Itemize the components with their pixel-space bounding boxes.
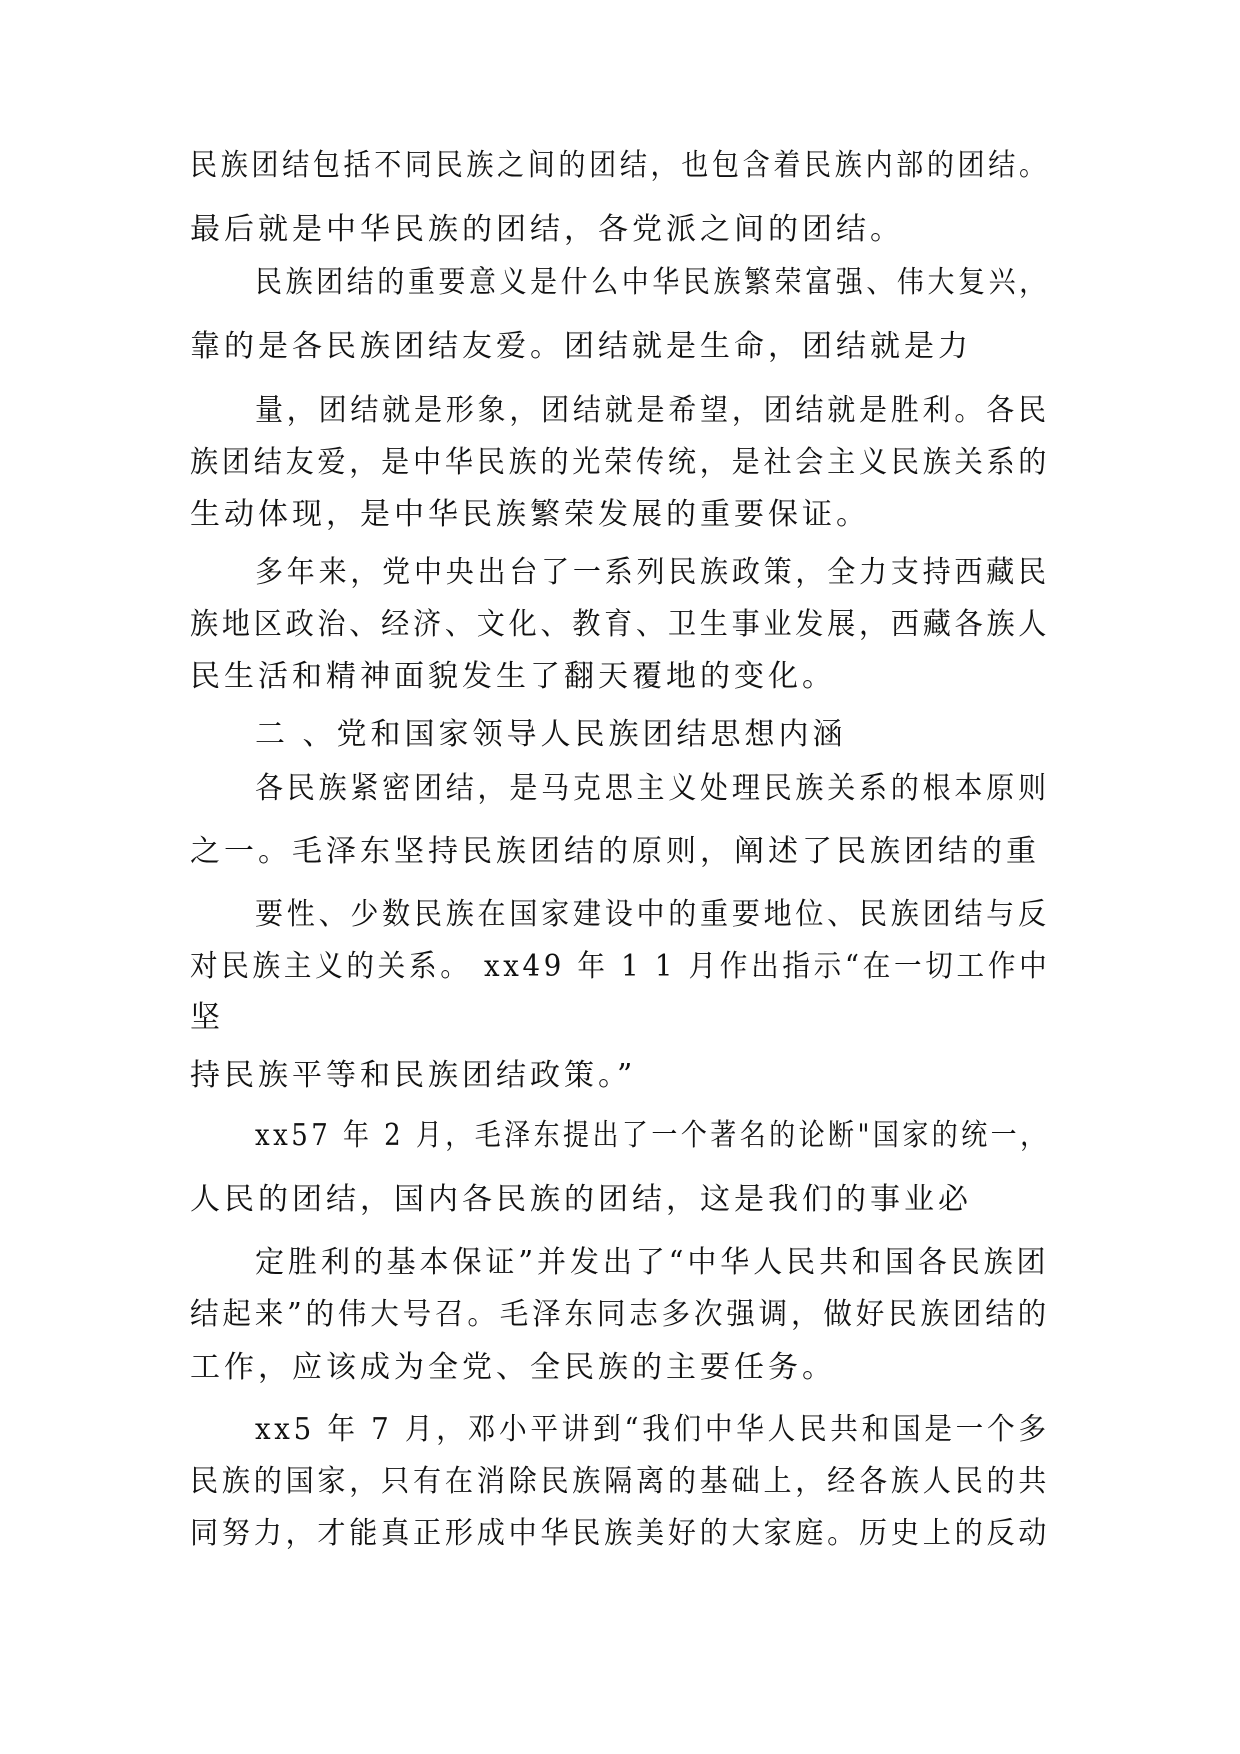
text-line: 坚 (190, 1000, 224, 1035)
text-line: 之一。毛泽东坚持民族团结的原则，阐述了民族团结的重 (190, 834, 1040, 869)
text-line: 民生活和精神面貌发生了翻天覆地的变化。 (190, 659, 836, 694)
text-line: 人民的团结，国内各民族的团结，这是我们的事业必 (190, 1182, 972, 1217)
text-line: 同努力，才能真正形成中华民族美好的大家庭。历史上的反动 (190, 1516, 1051, 1551)
paragraph-start: xx5 年 7 月，邓小平讲到“我们中华人民共和国是一个多 (255, 1412, 1050, 1447)
paragraph-start: 民族团结的重要意义是什么中华民族繁荣富强、伟大复兴， (255, 265, 1050, 300)
paragraph-start: 量，团结就是形象，团结就是希望，团结就是胜利。各民 (255, 393, 1050, 428)
text-line: 民族的国家，只有在消除民族隔离的基础上，经各族人民的共 (190, 1464, 1051, 1499)
text-line: 结起来”的伟大号召。毛泽东同志多次强调，做好民族团结的 (190, 1297, 1050, 1332)
paragraph-start: 多年来，党中央出台了一系列民族政策，全力支持西藏民 (255, 555, 1050, 590)
paragraph-start: xx57 年 2 月，毛泽东提出了一个著名的论断"国家的统一， (255, 1118, 1050, 1153)
text-line: 对民族主义的关系。 xx49 年 1 1 月作出指示“在一切工作中 (190, 949, 1051, 984)
text-line: 工作，应该成为全党、全民族的主要任务。 (190, 1350, 836, 1385)
section-heading: 二 、党和国家领导人民族团结思想内涵 (255, 717, 847, 752)
text-line: 族地区政治、经济、文化、教育、卫生事业发展，西藏各族人 (190, 607, 1051, 642)
text-line: 民族团结包括不同民族之间的团结，也包含着民族内部的团结。 (190, 148, 1050, 183)
paragraph-start: 定胜利的基本保证”并发出了“中华人民共和国各民族团 (255, 1245, 1050, 1280)
paragraph-start: 各民族紧密团结，是马克思主义处理民族关系的根本原则 (255, 771, 1050, 806)
paragraph-start: 要性、少数民族在国家建设中的重要地位、民族团结与反 (255, 897, 1050, 932)
text-line: 最后就是中华民族的团结，各党派之间的团结。 (190, 212, 904, 247)
text-line: 族团结友爱，是中华民族的光荣传统，是社会主义民族关系的 (190, 445, 1051, 480)
text-line: 靠的是各民族团结友爱。团结就是生命，团结就是力 (190, 329, 972, 364)
text-line: 持民族平等和民族团结政策。” (190, 1058, 637, 1093)
text-line: 生动体现，是中华民族繁荣发展的重要保证。 (190, 497, 870, 532)
